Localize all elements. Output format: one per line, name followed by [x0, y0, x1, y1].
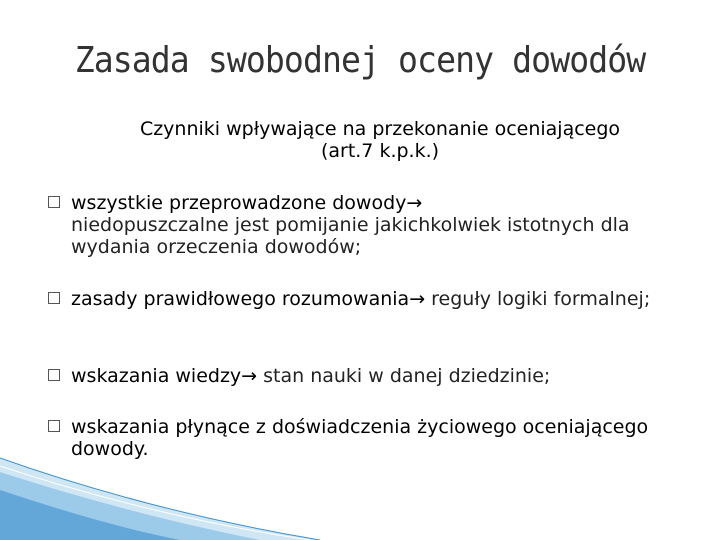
checkbox-bullet-icon: [48, 196, 60, 208]
arrow-icon: →: [406, 192, 423, 214]
bullet-text-1: [71, 192, 698, 258]
checkbox-bullet-icon: [48, 420, 60, 432]
bullet-rest-1: niedopuszczalne jest pomijanie jakichkolwiek istotnych dla wydania orzeczenia dowodów;: [71, 214, 630, 258]
slide-title: Zasada swobodnej oceny dowodów: [74, 40, 646, 81]
subtitle-line-2: (art.7 k.p.k.): [320, 140, 440, 162]
bullet-text-3: [71, 365, 698, 387]
checkbox-bullet-icon: [48, 369, 60, 381]
checkbox-bullet-icon: [48, 292, 60, 304]
arrow-icon: →: [409, 288, 426, 310]
bullet-lead-3: wskazania wiedzy: [71, 365, 242, 387]
bullet-lead-2: zasady prawidłowego rozumowania: [71, 288, 410, 310]
arrow-icon: →: [241, 365, 258, 387]
bullet-lead-1: wszystkie przeprowadzone dowody: [71, 192, 407, 214]
bullet-text-2: [71, 288, 698, 310]
bullet-rest-2: reguły logiki formalnej;: [425, 288, 651, 310]
slide-subtitle: [60, 118, 700, 162]
decorative-wave-graphic: [0, 450, 320, 540]
bullet-lead-4: wskazania płynące z doświadczenia życiowego oceniającego dowody.: [71, 416, 649, 460]
subtitle-line-1: Czynniki wpływające na przekonanie oceniającego: [139, 118, 621, 140]
bullet-rest-3: stan nauki w danej dziedzinie;: [257, 365, 551, 387]
